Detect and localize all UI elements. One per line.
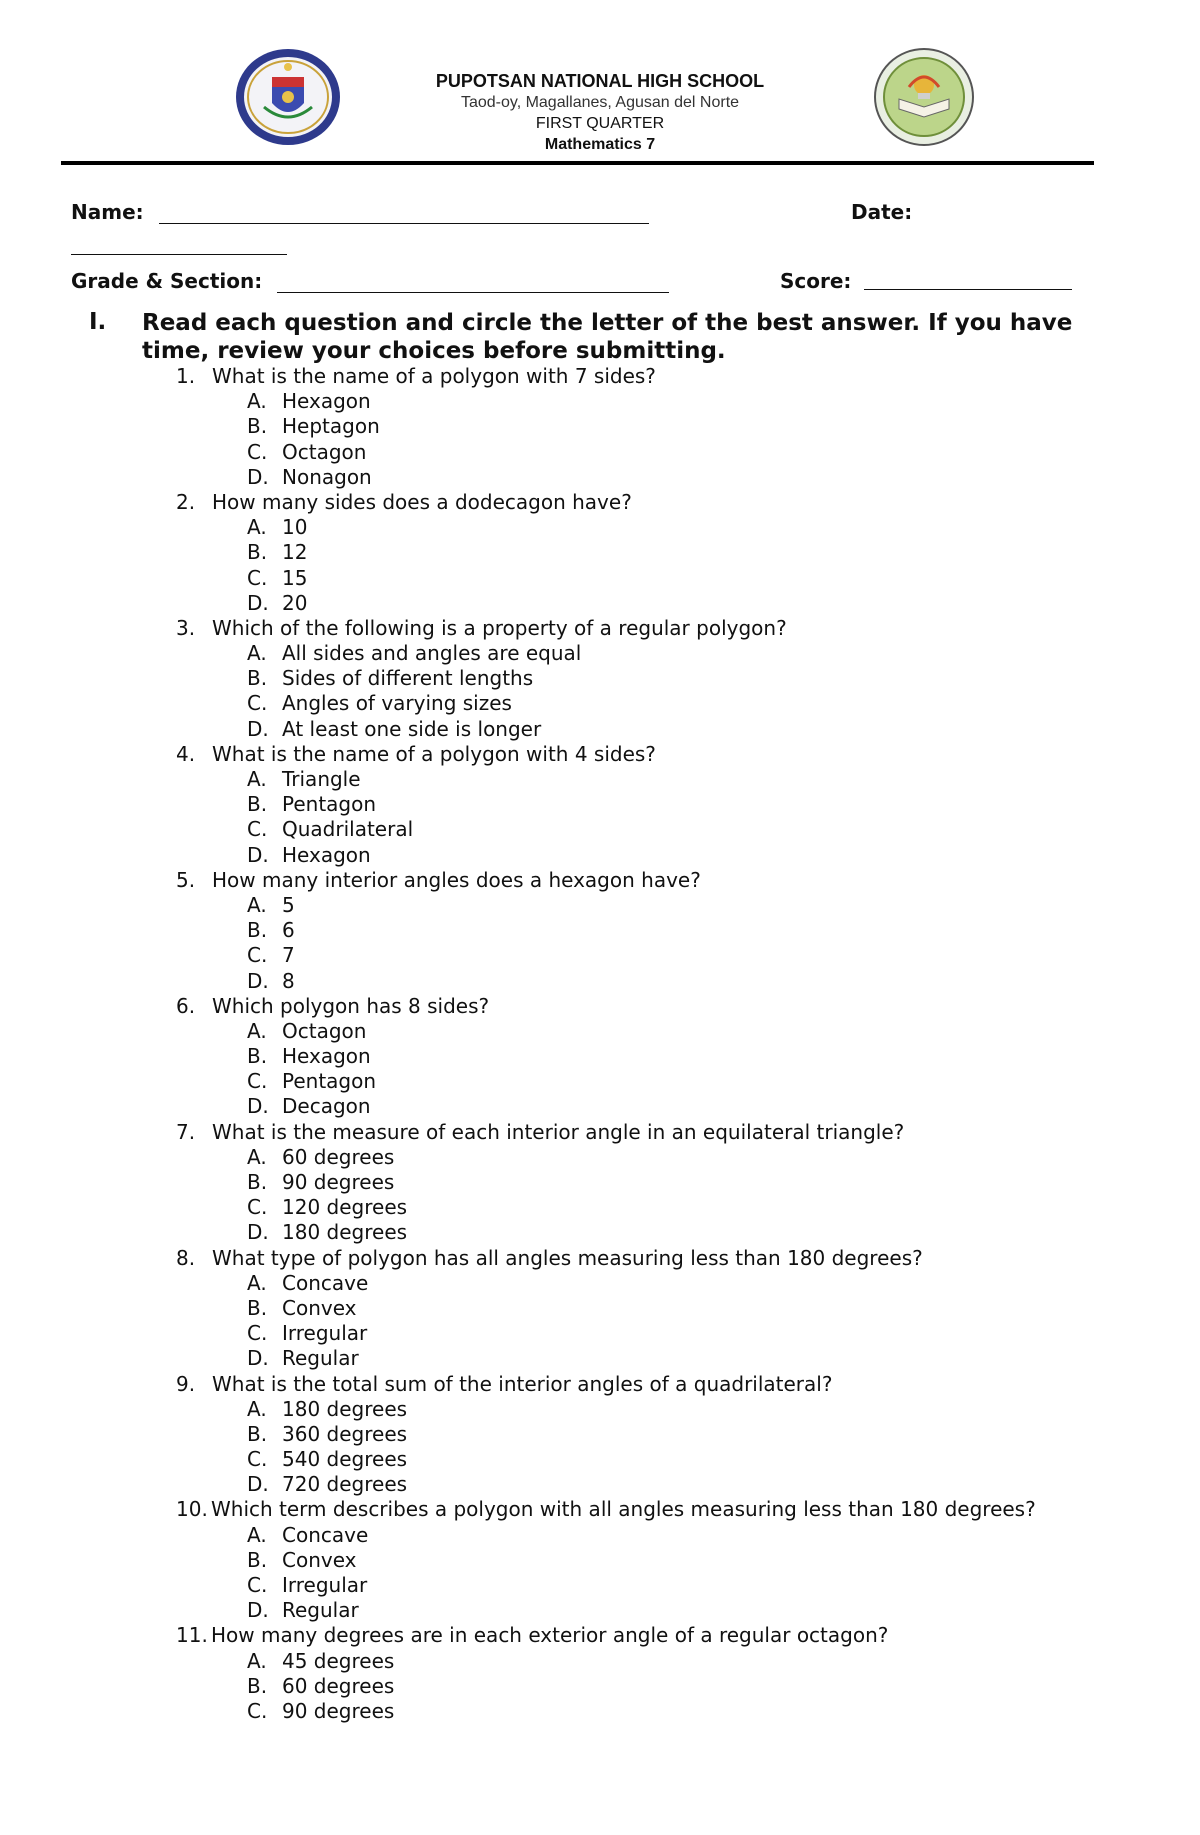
choice-text: 60 degrees — [282, 1144, 395, 1169]
answer-choice[interactable] — [0, 414, 1200, 439]
choice-letter: B. — [247, 540, 268, 565]
question-number: 7. — [176, 1119, 196, 1144]
answer-choice[interactable] — [0, 1447, 1200, 1472]
choice-text: Octagon — [282, 439, 367, 464]
name-field[interactable] — [159, 203, 649, 224]
answer-choice[interactable] — [0, 641, 1200, 666]
choice-text: Pentagon — [282, 792, 377, 817]
answer-choice[interactable] — [0, 1220, 1200, 1245]
choice-text: 8 — [282, 968, 295, 993]
question-line — [0, 1623, 1200, 1648]
question-number: 6. — [176, 993, 196, 1018]
choice-text: 90 degrees — [282, 1170, 395, 1194]
answer-choice[interactable] — [0, 1598, 1200, 1623]
choice-letter: C. — [247, 1195, 268, 1220]
question-text: What is the total sum of the interior angles of a quadrilateral? — [212, 1371, 833, 1396]
choice-text: At least one side is longer — [282, 716, 542, 741]
choice-text: 7 — [282, 943, 295, 968]
choice-letter: D. — [247, 464, 269, 489]
answer-choice[interactable] — [0, 969, 1200, 994]
choice-text: All sides and angles are equal — [282, 641, 582, 666]
date-label: Date: — [851, 200, 913, 224]
choice-text: 180 degrees — [282, 1396, 408, 1421]
answer-choice[interactable] — [0, 540, 1200, 565]
choice-text: Heptagon — [282, 414, 380, 439]
question-item — [0, 994, 1200, 1120]
choice-text: 60 degrees — [282, 1673, 395, 1698]
choice-letter: D. — [247, 716, 269, 741]
choice-text: Hexagon — [282, 389, 371, 414]
header-divider — [61, 161, 1094, 165]
section-instructions: Read each question and circle the letter of the best answer. If you have time, review your choices before submitting. — [142, 310, 1073, 364]
choice-letter: B. — [247, 1421, 268, 1446]
answer-choice[interactable] — [0, 1321, 1200, 1346]
question-text: How many interior angles does a hexagon have? — [212, 867, 701, 892]
question-number: 4. — [176, 741, 196, 766]
question-line — [0, 1497, 1200, 1522]
choice-text: Convex — [282, 1295, 357, 1320]
choice-letter: B. — [247, 666, 268, 691]
answer-choice[interactable] — [0, 1573, 1200, 1598]
choice-letter: D. — [247, 968, 269, 993]
answer-choice[interactable] — [0, 666, 1200, 691]
question-item — [0, 1623, 1200, 1724]
date-field[interactable] — [71, 234, 287, 255]
answer-choice[interactable] — [0, 1699, 1200, 1724]
choice-letter: A. — [247, 1270, 267, 1295]
answer-choice[interactable] — [0, 465, 1200, 490]
name-label: Name: — [71, 200, 144, 224]
question-number: 5. — [176, 867, 196, 892]
choice-text: 360 degrees — [282, 1421, 408, 1446]
answer-choice[interactable] — [0, 1170, 1200, 1195]
school-heading — [360, 71, 840, 155]
answer-choice[interactable] — [0, 1472, 1200, 1497]
question-number: 3. — [176, 615, 196, 640]
question-line — [0, 868, 1200, 893]
answer-choice[interactable] — [0, 1649, 1200, 1674]
answer-choice[interactable] — [0, 691, 1200, 716]
choice-letter: B. — [247, 918, 268, 943]
question-text: What is the name of a polygon with 7 sides? — [212, 364, 656, 388]
question-line — [0, 616, 1200, 641]
answer-choice[interactable] — [0, 1523, 1200, 1548]
choice-text: Pentagon — [282, 1069, 377, 1094]
choice-text: 180 degrees — [282, 1220, 408, 1245]
choice-letter: D. — [247, 1472, 269, 1497]
choice-text: 12 — [282, 540, 308, 565]
choice-text: Regular — [282, 1598, 359, 1623]
choice-text: Angles of varying sizes — [282, 691, 512, 716]
choice-letter: C. — [247, 943, 268, 968]
question-line — [0, 742, 1200, 767]
choice-letter: C. — [247, 565, 268, 590]
question-number: 9. — [176, 1371, 196, 1396]
choice-letter: A. — [247, 767, 267, 791]
question-line — [0, 994, 1200, 1019]
question-line — [0, 364, 1200, 389]
answer-choice[interactable] — [0, 1674, 1200, 1699]
question-item — [0, 616, 1200, 742]
school-seal-icon — [873, 47, 975, 147]
answer-choice[interactable] — [0, 1346, 1200, 1371]
answer-choice[interactable] — [0, 1044, 1200, 1069]
answer-choice[interactable] — [0, 1397, 1200, 1422]
question-item — [0, 490, 1200, 616]
name-date-row — [71, 200, 913, 224]
choice-letter: C. — [247, 439, 268, 464]
quarter-label: FIRST QUARTER — [535, 115, 665, 132]
choice-letter: A. — [247, 892, 267, 917]
question-number: 2. — [176, 489, 196, 514]
choice-text: Convex — [282, 1547, 357, 1572]
choice-letter: C. — [247, 691, 268, 716]
subject-label: Mathematics 7 — [544, 136, 656, 153]
choice-text: 20 — [282, 590, 308, 615]
answer-choice[interactable] — [0, 717, 1200, 742]
section-number: I. — [89, 309, 107, 335]
date-blank-row — [71, 231, 287, 255]
choice-letter: B. — [247, 1044, 268, 1069]
question-text: Which of the following is a property of a regular polygon? — [212, 615, 787, 640]
question-text: Which polygon has 8 sides? — [212, 993, 490, 1018]
answer-choice[interactable] — [0, 1195, 1200, 1220]
answer-choice[interactable] — [0, 943, 1200, 968]
question-text: How many degrees are in each exterior angle of a regular octagon? — [211, 1623, 889, 1648]
choice-letter: D. — [247, 1094, 269, 1119]
question-item — [0, 1372, 1200, 1498]
question-item — [0, 742, 1200, 868]
answer-choice[interactable] — [0, 918, 1200, 943]
choice-letter: C. — [247, 1573, 268, 1597]
school-name: PUPOTSAN NATIONAL HIGH SCHOOL — [435, 71, 765, 91]
answer-choice[interactable] — [0, 843, 1200, 868]
choice-letter: B. — [247, 1295, 268, 1320]
choice-text: Decagon — [282, 1094, 371, 1119]
answer-choice[interactable] — [0, 792, 1200, 817]
choice-text: 540 degrees — [282, 1447, 408, 1472]
choice-text: 90 degrees — [282, 1698, 395, 1723]
document-header — [0, 0, 1200, 168]
answer-choice[interactable] — [0, 440, 1200, 465]
choice-letter: D. — [247, 1220, 269, 1245]
answer-choice[interactable] — [0, 591, 1200, 616]
choice-text: Hexagon — [282, 1044, 371, 1069]
question-line — [0, 1120, 1200, 1145]
answer-choice[interactable] — [0, 1271, 1200, 1296]
choice-text: Regular — [282, 1346, 359, 1371]
choice-letter: B. — [247, 414, 268, 439]
answer-choice[interactable] — [0, 1548, 1200, 1573]
choice-letter: A. — [247, 1396, 267, 1421]
choice-letter: D. — [247, 1346, 269, 1371]
choice-letter: A. — [247, 1648, 267, 1673]
choice-letter: A. — [247, 641, 267, 666]
answer-choice[interactable] — [0, 767, 1200, 792]
choice-text: Triangle — [282, 767, 361, 791]
choice-text: 5 — [282, 892, 295, 917]
choice-text: Irregular — [282, 1573, 368, 1597]
question-number: 1. — [176, 364, 196, 388]
answer-choice[interactable] — [0, 389, 1200, 414]
answer-choice[interactable] — [0, 1422, 1200, 1447]
question-number: 10. — [176, 1497, 208, 1522]
score-label: Score: — [780, 269, 852, 293]
choice-text: Quadrilateral — [282, 817, 414, 842]
question-text: What type of polygon has all angles measuring less than 180 degrees? — [212, 1245, 923, 1270]
choice-text: 120 degrees — [282, 1195, 408, 1220]
answer-choice[interactable] — [0, 515, 1200, 540]
answer-choice[interactable] — [0, 1069, 1200, 1094]
answer-choice[interactable] — [0, 1145, 1200, 1170]
grade-score-row — [71, 269, 852, 293]
choice-text: Hexagon — [282, 842, 371, 867]
answer-choice[interactable] — [0, 566, 1200, 591]
choice-letter: A. — [247, 1018, 267, 1043]
choice-text: 45 degrees — [282, 1648, 395, 1673]
question-item — [0, 868, 1200, 994]
choice-text: Irregular — [282, 1321, 368, 1346]
choice-letter: C. — [247, 817, 268, 842]
choice-text: Nonagon — [282, 464, 372, 489]
choice-letter: B. — [247, 1673, 268, 1698]
question-item — [0, 1497, 1200, 1623]
choice-letter: C. — [247, 1321, 268, 1346]
question-number: 11. — [176, 1623, 208, 1648]
choice-letter: B. — [247, 1170, 268, 1194]
choice-text: 10 — [282, 515, 308, 540]
choice-letter: B. — [247, 792, 268, 817]
question-line — [0, 1246, 1200, 1271]
score-field[interactable] — [864, 269, 1072, 290]
question-item — [0, 1120, 1200, 1246]
question-number: 8. — [176, 1245, 196, 1270]
answer-choice[interactable] — [0, 1019, 1200, 1044]
choice-letter: A. — [247, 1144, 267, 1169]
school-address: Taod-oy, Magallanes, Agusan del Norte — [460, 94, 740, 111]
choice-letter: D. — [247, 1598, 269, 1623]
grade-section-label: Grade & Section: — [71, 269, 263, 293]
choice-letter: A. — [247, 1522, 267, 1547]
choice-text: Octagon — [282, 1018, 367, 1043]
choice-text: 6 — [282, 918, 295, 943]
choice-letter: A. — [247, 515, 267, 540]
answer-choice[interactable] — [0, 817, 1200, 842]
choice-letter: C. — [247, 1698, 268, 1723]
choice-text: Concave — [282, 1522, 369, 1547]
choice-text: Sides of different lengths — [282, 666, 534, 691]
answer-choice[interactable] — [0, 1296, 1200, 1321]
choice-letter: A. — [247, 389, 267, 414]
choice-letter: D. — [247, 842, 269, 867]
question-item — [0, 1246, 1200, 1372]
choice-text: 15 — [282, 565, 308, 590]
choice-letter: C. — [247, 1069, 268, 1094]
question-line — [0, 1372, 1200, 1397]
question-text: Which term describes a polygon with all angles measuring less than 180 degrees? — [211, 1497, 1036, 1522]
question-list — [0, 364, 1200, 1724]
deped-seal-icon — [234, 47, 342, 147]
answer-choice[interactable] — [0, 893, 1200, 918]
answer-choice[interactable] — [0, 1094, 1200, 1119]
question-item — [0, 364, 1200, 490]
question-line — [0, 490, 1200, 515]
choice-text: 720 degrees — [282, 1472, 408, 1497]
choice-letter: B. — [247, 1547, 268, 1572]
question-text: What is the measure of each interior angle in an equilateral triangle? — [212, 1119, 905, 1144]
choice-letter: D. — [247, 590, 269, 615]
grade-section-field[interactable] — [277, 272, 669, 293]
choice-letter: C. — [247, 1447, 268, 1472]
question-text: How many sides does a dodecagon have? — [212, 489, 632, 514]
choice-text: Concave — [282, 1270, 369, 1295]
question-text: What is the name of a polygon with 4 sides? — [212, 741, 656, 766]
